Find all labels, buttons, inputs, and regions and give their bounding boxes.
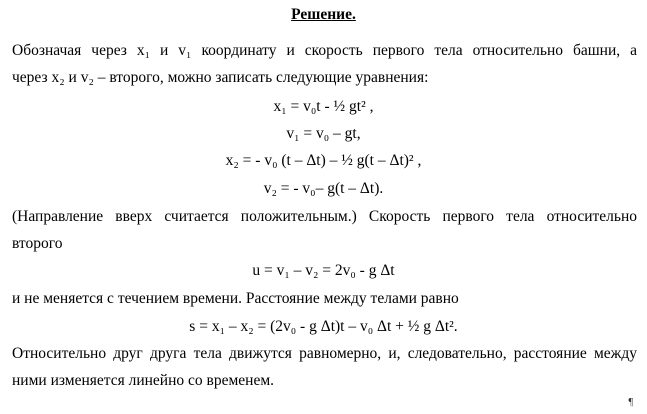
equation-v2: v₂ = - v₀– g(t – Δt).: [263, 180, 384, 197]
paragraph-line: второго: [12, 235, 63, 252]
paragraph-line: через x₂ и v₂ – второго, можно записать следующие уравнения:: [12, 69, 429, 86]
paragraph-line: и не меняется с течением времени. Расстояние между телами равно: [12, 290, 459, 307]
equation-x1: x₁ = v₀t - ½ gt² ,: [273, 98, 374, 115]
equation-s: s = x₁ – x₂ = (2v₀ - g Δt)t – v₀ Δt + ½ g Δt².: [189, 318, 458, 335]
paragraph-line: Относительно друг друга тела движутся равномерно, и, следовательно, расстояние между: [12, 345, 637, 362]
equation-u: u = v₁ – v₂ = 2v₀ - g Δt: [252, 262, 395, 279]
equation-x2: x₂ = - v₀ (t – Δt) – ½ g(t – Δt)² ,: [225, 152, 422, 169]
heading: Решение.: [291, 6, 356, 23]
equation-v1: v₁ = v₀ – gt,: [286, 125, 361, 142]
paragraph-line: Обозначая через x₁ и v₁ координату и скорость первого тела относительно башни, а: [12, 42, 637, 59]
paragraph-line: ними изменяется линейно со временем.: [12, 372, 275, 389]
paragraph-line: (Направление вверх считается положительным.) Скорость первого тела относительно: [12, 208, 637, 225]
paragraph-mark-icon: ¶: [628, 397, 633, 408]
